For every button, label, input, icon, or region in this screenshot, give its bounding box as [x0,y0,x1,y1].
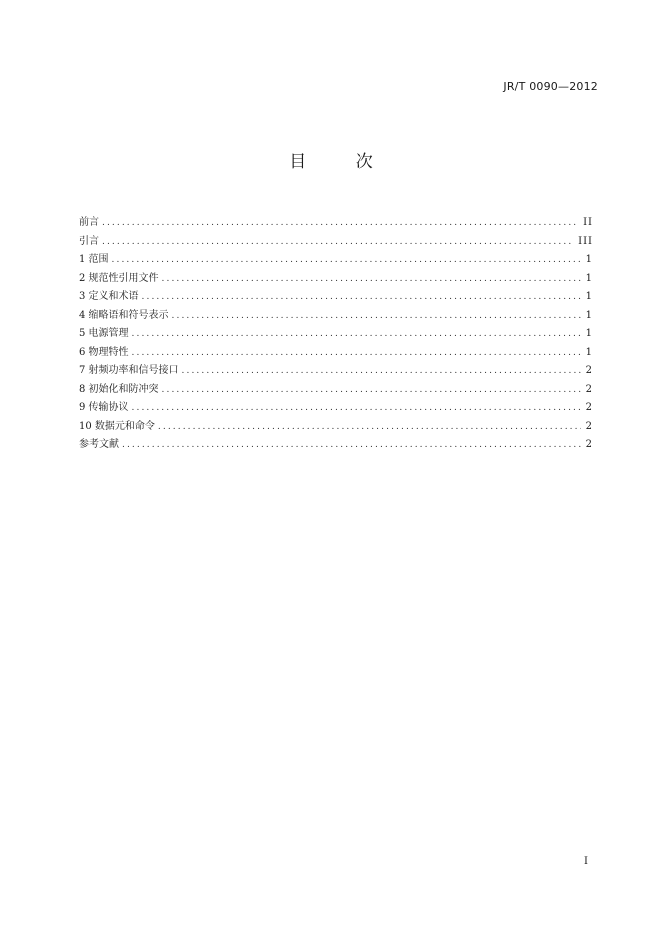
toc-entry-rf-power-signal-interface[interactable] [79,362,593,381]
toc-entry-page: III [578,235,593,247]
toc-entry-page: 1 [585,254,593,265]
toc-entry-foreword[interactable] [79,214,593,233]
toc-entry-abbreviations[interactable] [79,307,593,326]
toc-entry-scope[interactable] [79,251,593,270]
toc-entry-page: 1 [585,272,593,284]
toc-entry-label: 前言 [79,217,99,228]
toc-entry-page: 2 [585,365,593,376]
toc-entry-page: 2 [585,402,593,413]
toc-leader-dots [172,307,581,326]
toc-entry-data-elements-commands[interactable] [79,418,593,437]
toc-leader-dots [102,233,574,252]
toc-title: 目 次 [289,152,395,172]
toc-entry-page: 2 [585,383,593,395]
toc-entry-page: 1 [585,291,593,302]
toc-entry-label: 参考文献 [79,439,119,450]
toc-entry-introduction[interactable] [79,233,593,252]
toc-entry-normative-references[interactable] [79,270,593,289]
page-number: I [584,856,588,867]
toc-leader-dots [132,325,581,344]
toc-entry-page: 2 [585,420,593,432]
toc-entry-label: 2 规范性引用文件 [79,272,159,284]
toc-leader-dots [112,251,581,270]
toc-leader-dots [102,214,579,233]
toc-leader-dots [158,418,581,437]
toc-leader-dots [132,344,581,363]
toc-leader-dots [122,436,581,455]
toc-entry-bibliography[interactable] [79,436,593,455]
toc-entry-label: 5 电源管理 [79,328,129,339]
standard-code: JR/T 0090—2012 [503,80,598,93]
toc-entry-label: 8 初始化和防冲突 [79,383,159,395]
toc-entry-page: 2 [585,439,593,450]
toc-entry-label: 6 物理特性 [79,346,129,358]
toc-leader-dots [182,362,581,381]
toc-entry-page: 1 [585,328,593,339]
toc-entry-definitions[interactable] [79,288,593,307]
toc-entry-label: 9 传输协议 [79,402,129,413]
toc-entry-label: 3 定义和术语 [79,291,139,302]
toc-leader-dots [162,270,581,289]
toc-entry-label: 引言 [79,235,99,247]
toc-entry-transmission-protocol[interactable] [79,399,593,418]
toc-entry-page: 1 [585,346,593,358]
toc-entry-initialization-anticollision[interactable] [79,381,593,400]
toc-list [79,214,593,455]
toc-entry-page: II [583,217,593,228]
toc-leader-dots [162,381,581,400]
toc-entry-label: 4 缩略语和符号表示 [79,309,169,321]
toc-entry-label: 1 范围 [79,254,109,265]
toc-entry-physical-characteristics[interactable] [79,344,593,363]
toc-entry-label: 7 射频功率和信号接口 [79,365,179,376]
toc-entry-page: 1 [585,309,593,321]
toc-entry-power-management[interactable] [79,325,593,344]
toc-entry-label: 10 数据元和命令 [79,420,155,432]
toc-leader-dots [142,288,581,307]
toc-leader-dots [132,399,581,418]
